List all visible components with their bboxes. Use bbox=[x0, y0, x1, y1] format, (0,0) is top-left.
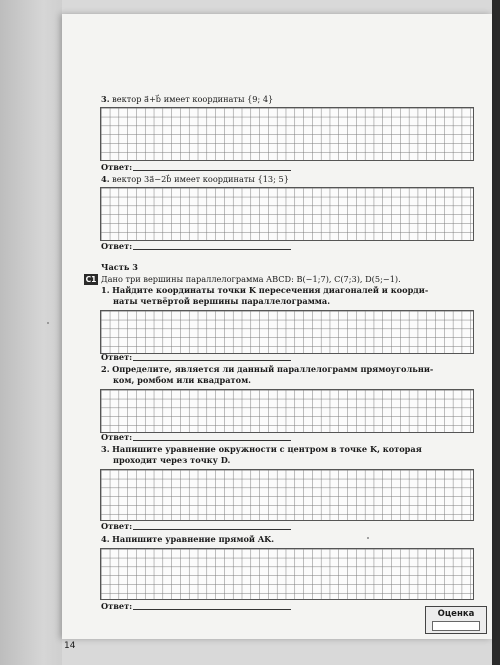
page-number: 14 bbox=[64, 641, 76, 651]
answer-grid-task3[interactable] bbox=[100, 107, 474, 161]
problem-intro: Дано три вершины параллелограмма ABCD: B(−1;7), C(7;3), D(5;−1). bbox=[101, 274, 401, 284]
q3-number: 3. bbox=[101, 444, 110, 454]
grade-box bbox=[425, 606, 487, 634]
answer-label: Ответ: bbox=[101, 352, 133, 362]
answer-line[interactable] bbox=[133, 609, 291, 610]
answer-label: Ответ: bbox=[101, 521, 133, 531]
q1 bbox=[101, 285, 428, 296]
scan-shadow bbox=[0, 0, 62, 665]
answer-label: Ответ: bbox=[101, 432, 133, 442]
answer-line[interactable] bbox=[133, 529, 291, 530]
q3-line1: Напишите уравнение окружности с центром в точке K, которая bbox=[112, 444, 422, 454]
q1-line1: Найдите координаты точки K пересечения диагоналей и коорди- bbox=[112, 285, 429, 295]
q1-number: 1. bbox=[101, 285, 110, 295]
answer-label: Ответ: bbox=[101, 601, 133, 611]
q4-number: 4. bbox=[101, 534, 110, 544]
c1-badge: С1 bbox=[85, 275, 97, 284]
answer-grid-task4[interactable] bbox=[100, 187, 474, 241]
scan-edge bbox=[492, 0, 500, 665]
answer-grid-q1[interactable] bbox=[100, 310, 474, 354]
scan-speck bbox=[367, 537, 369, 539]
answer-grid-q2[interactable] bbox=[100, 389, 474, 433]
q2-number: 2. bbox=[101, 364, 110, 374]
grade-field[interactable] bbox=[432, 621, 480, 631]
task4-number: 4. bbox=[101, 174, 110, 184]
task4 bbox=[101, 174, 289, 185]
answer-grid-q4[interactable] bbox=[100, 548, 474, 600]
answer-label: Ответ: bbox=[101, 241, 133, 251]
part3-heading: Часть 3 bbox=[101, 262, 138, 272]
q3-line2: проходит через точку D. bbox=[113, 455, 231, 465]
answer-grid-q3[interactable] bbox=[100, 469, 474, 521]
q2 bbox=[101, 364, 433, 375]
q1-line2: наты четвёртой вершины параллелограмма. bbox=[113, 296, 331, 306]
answer-line[interactable] bbox=[133, 249, 291, 250]
q3 bbox=[101, 444, 422, 455]
answer-line[interactable] bbox=[133, 360, 291, 361]
task3-number: 3. bbox=[101, 94, 110, 104]
answer-line[interactable] bbox=[133, 170, 291, 171]
grade-label: Оценка bbox=[437, 609, 475, 619]
answer-line[interactable] bbox=[133, 440, 291, 441]
q4 bbox=[101, 534, 274, 545]
q2-line1: Определите, является ли данный параллелограмм прямоугольни- bbox=[112, 364, 434, 374]
answer-label: Ответ: bbox=[101, 162, 133, 172]
q2-line2: ком, ромбом или квадратом. bbox=[113, 375, 252, 385]
task3 bbox=[101, 94, 273, 105]
q4-line1: Напишите уравнение прямой AK. bbox=[112, 534, 275, 544]
scan-speck bbox=[47, 322, 49, 324]
task3-text: вектор a⃗+b⃗ имеет координаты {9; 4} bbox=[112, 94, 274, 104]
task4-text: вектор 3a⃗−2b⃗ имеет координаты {13; 5} bbox=[112, 174, 289, 184]
